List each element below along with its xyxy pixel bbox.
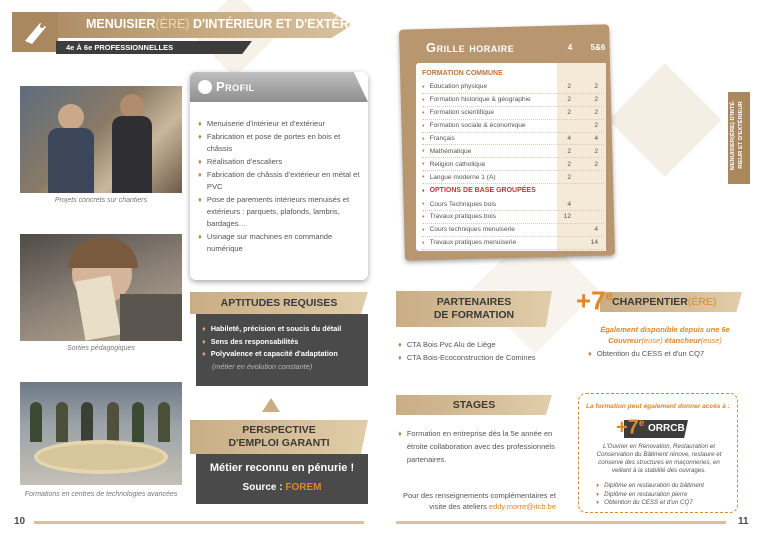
diamond-bullet-icon: ♦ — [198, 157, 202, 166]
table-row: ♦ Travaux pratiques menuiserie 14 — [422, 237, 604, 250]
perspective-title: PERSPECTIVE D'EMPLOI GARANTI — [228, 424, 330, 449]
diamond-bullet-icon: ♦ — [398, 353, 402, 362]
table-row: ♦ Formation historique & géographie 2 2 — [422, 94, 604, 107]
saw-logo-icon — [20, 17, 50, 47]
partenaire-item: ♦ CTA Bois Pvc Alu de Liège — [398, 340, 496, 349]
profil-item: ♦ Réalisation d'escaliers — [198, 157, 283, 166]
diamond-bullet-icon: ♦ — [422, 161, 425, 168]
grille-table — [422, 67, 604, 250]
orrcb-prefix: $+7^e$ — [616, 416, 645, 439]
diamond-bullet-icon: ♦ — [198, 119, 202, 128]
perspective-line1: Métier reconnu en pénurie ! — [209, 462, 355, 474]
page-title: MENUISIER(ÈRE) D'INTÉRIEUR ET D'EXTÉRIEUR — [86, 17, 379, 31]
profil-title: Profil — [216, 79, 255, 94]
orrcb-list — [596, 482, 736, 508]
diamond-bullet-icon: ♦ — [422, 201, 425, 208]
grille-section2: ♦ OPTIONS DE BASE GROUPÉES — [422, 187, 536, 195]
profil-list — [198, 118, 364, 255]
triangle-deco — [262, 398, 280, 412]
partenaire-item: ♦ CTA Bois-Ecoconstruction de Comines — [398, 353, 536, 362]
table-row: ♦ Éducation physique 2 2 — [422, 81, 604, 94]
contact-email-link[interactable]: eddy.morre@itcb.be — [488, 502, 556, 511]
diamond-bullet-icon: ♦ — [596, 490, 600, 498]
table-row: ♦ Cours Techniques bois 4 — [422, 198, 604, 211]
orrcb-item: ♦ Diplôme en restauration du bâtiment — [596, 482, 704, 489]
orrcb-item: ♦ Diplôme en restauration pierre — [596, 490, 688, 498]
diamond-bullet-icon: ♦ — [422, 188, 425, 195]
table-row: ♦ Mathématique 2 2 — [422, 145, 604, 158]
diamond-bullet-icon: ♦ — [588, 349, 592, 358]
table-row: ♦ Cours techniques menuiserie 4 — [422, 224, 604, 237]
charpentier-item: ♦ Obtention du CESS et d'un CQ7 — [588, 349, 705, 358]
photo-chantier — [20, 86, 182, 193]
orrcb-title: ORRCB — [648, 423, 685, 434]
orrcb-intro: La formation peut également donner accès à : — [586, 403, 730, 410]
grille-col4-head: 4 — [567, 43, 573, 52]
partenaires-list — [398, 338, 568, 364]
diamond-bullet-icon: ♦ — [422, 109, 425, 116]
diamond-bullet-icon: ♦ — [422, 135, 425, 142]
footer-bar-left — [34, 521, 364, 524]
diamond-bullet-icon: ♦ — [422, 174, 425, 181]
partenaires-title: PARTENAIRES DE FORMATION — [433, 296, 515, 321]
logo-badge — [12, 12, 58, 52]
page-number-right: 11 — [738, 516, 749, 527]
diamond-bullet-icon: ♦ — [398, 429, 402, 438]
profil-item: ♦ Usinage sur machines en commande numérique — [198, 232, 333, 253]
aptitudes-list — [202, 323, 364, 373]
grille-section1: FORMATION COMMUNE — [422, 70, 503, 77]
table-row: ♦ Religion catholique 2 2 — [422, 158, 604, 171]
page-number-left: 10 — [14, 516, 26, 527]
contact-block: Pour des renseignements complémentaires et visite des ateliers eddy.morre@itcb.be — [403, 491, 556, 511]
bg-diamond — [193, 0, 278, 77]
photo-centres — [20, 382, 182, 485]
diamond-bullet-icon: ♦ — [202, 324, 206, 333]
aptitude-item: ♦ Habileté, précision et soucis du détail — [202, 324, 342, 333]
orrcb-item: ♦ Obtention du CESS et d'un CQ7 — [596, 499, 693, 506]
stages-title: STAGES — [452, 399, 496, 411]
orrcb-desc: L'Ouvrier en Rénovation, Restauration et Conservation du Bâtiment rénove, restaure et conserve des structures en maçonneries, en veillant à la stabilité des ouvrages. — [596, 443, 722, 474]
diamond-bullet-icon: ♦ — [422, 122, 425, 129]
photo-sorties — [20, 234, 182, 341]
diamond-bullet-icon: ♦ — [198, 195, 202, 204]
profil-item: ♦ Fabrication de châssis d'extérieur en métal et PVC — [198, 170, 360, 191]
side-tab-label: MENUISIER(ÈRE) D'INTÉ- RIEUR ET D'EXTÉRIEUR — [730, 99, 744, 171]
aptitudes-title: APTITUDES REQUISES — [220, 297, 338, 309]
aptitude-item: ♦ Polyvalence et capacité d'adaptation — [202, 349, 338, 358]
diamond-bullet-icon: ♦ — [422, 226, 425, 233]
subtitle: 4e À 6e PROFESSIONNELLES — [66, 43, 174, 52]
diamond-bullet-icon: ♦ — [422, 239, 425, 246]
table-row: ♦ Langue moderne 1 (A) 2 — [422, 171, 604, 184]
stages-text: ♦ Formation en entreprise dès la 5e année en étroite collaboration avec des professionnels partenaires. — [398, 429, 555, 464]
table-row: ♦ Formation sociale & économique 2 — [422, 120, 604, 133]
diamond-bullet-icon: ♦ — [202, 349, 206, 358]
diamond-bullet-icon: ♦ — [198, 232, 202, 241]
aptitude-note: (métier en évolution constante) — [212, 361, 313, 371]
charpentier-prefix: $+7^e$ — [576, 285, 613, 316]
caption-photo2: Sorties pédagogiques — [67, 345, 135, 352]
diamond-bullet-icon: ♦ — [422, 213, 425, 220]
diamond-bullet-icon: ♦ — [198, 170, 202, 179]
profil-item: ♦ Pose de parements intérieurs menuisés et extérieurs : parquets, plafonds, lambris, bardages… — [198, 195, 350, 228]
profil-item: ♦ Menuiserie d'intérieur et d'extérieur — [198, 119, 326, 128]
diamond-bullet-icon: ♦ — [202, 336, 206, 346]
profil-item: ♦ Fabrication et pose de portes en bois et châssis — [198, 132, 341, 153]
table-row: ♦ Français 4 4 — [422, 133, 604, 146]
caption-photo1: Projets concrets sur chantiers — [54, 197, 148, 204]
diamond-bullet-icon: ♦ — [422, 96, 425, 103]
diamond-bullet-icon: ♦ — [422, 148, 425, 155]
diamond-bullet-icon: ♦ — [398, 340, 402, 349]
diamond-bullet-icon: ♦ — [596, 482, 600, 489]
diamond-bullet-icon: ♦ — [596, 499, 600, 506]
diamond-bullet-icon: ♦ — [422, 83, 425, 90]
table-row: ♦ Travaux pratiques bois 12 — [422, 211, 604, 224]
perspective-line2: Source : FOREM — [242, 482, 322, 493]
charpentier-dispo: Également disponible depuis une 6e Couvreur(euse) étancheur(euse) — [600, 325, 730, 345]
table-row: ♦ Formation scientifique 2 2 — [422, 107, 604, 120]
caption-photo3: Formations en centres de technologies avancées — [24, 491, 178, 498]
charpentier-title: CHARPENTIER(ÈRE) — [612, 296, 717, 308]
diamond-bullet-icon: ♦ — [198, 132, 202, 141]
profil-circle-icon — [198, 80, 212, 94]
bg-diamond — [608, 63, 721, 176]
aptitude-item: ♦ Sens des responsabilités — [202, 336, 299, 346]
footer-bar-right — [396, 521, 726, 524]
grille-col56-head: 5&6 — [590, 43, 606, 52]
grille-title: Grille horaire — [426, 40, 515, 55]
